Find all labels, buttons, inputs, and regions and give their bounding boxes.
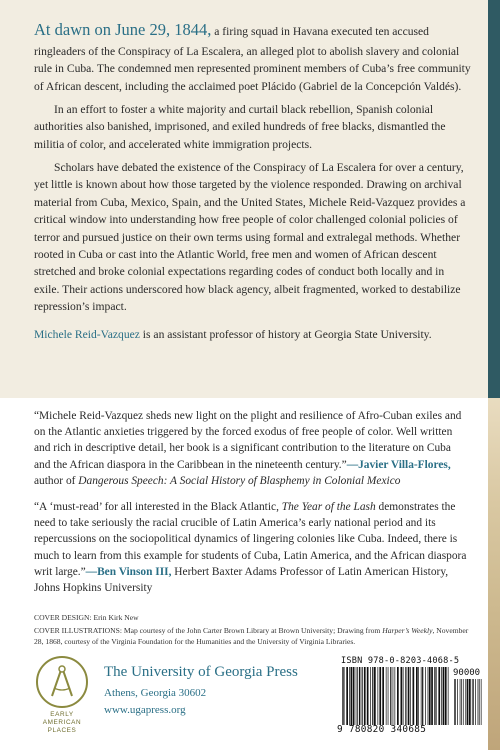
barcode-bar bbox=[443, 667, 445, 725]
endorsement-1-author: —Javier Villa-Flores, bbox=[346, 458, 451, 471]
description-paragraph-2: In an effort to foster a white majority and curtail black rebellion, Spanish colonial authorities also banished, imprisoned, and exiled hundreds of free blacks, dismantled the militia of color, and accelerated white immigration projects. bbox=[34, 102, 446, 151]
barcode-bar bbox=[390, 667, 391, 725]
barcode-bar bbox=[361, 667, 362, 725]
endorsement-1-book-title: Dangerous Speech: A Social History of Blasphemy in Colonial Mexico bbox=[78, 474, 401, 487]
barcode-bar bbox=[441, 667, 442, 725]
author-bio-text: is an assistant professor of history at Georgia State University. bbox=[139, 327, 432, 341]
cover-design-label: COVER DESIGN: bbox=[34, 613, 92, 622]
barcode-bar bbox=[359, 667, 360, 725]
barcode-bar bbox=[460, 679, 461, 725]
barcode-bar bbox=[405, 667, 406, 725]
series-logo-line-3: PLACES bbox=[47, 727, 77, 734]
barcode-bar bbox=[357, 667, 358, 725]
barcode-bar bbox=[351, 667, 353, 725]
cover-illustration-pre: Map courtesy of the John Carter Brown Library at Brown University; Drawing from bbox=[121, 626, 383, 635]
cover-design-credit bbox=[34, 612, 474, 623]
description-lead: At dawn on June 29, 1844, bbox=[34, 20, 212, 39]
series-logo-text bbox=[26, 711, 98, 735]
endorsement-2-text-post: demonstrates the need to take seriously the racial crucible of Latin America’s early national period and its repercussions on the sociopolitical dynamics of lingering colonies like Cuba. Indeed, there is much to learn from this example for students of Cuba, Latin America, and the African diaspora writ large.” bbox=[34, 500, 467, 578]
barcode-bar bbox=[408, 667, 410, 725]
barcode-bar bbox=[435, 667, 436, 725]
barcode-bar bbox=[475, 679, 476, 725]
book-description bbox=[34, 18, 472, 349]
barcode-bar bbox=[421, 667, 422, 725]
barcode-panel bbox=[337, 654, 487, 740]
barcode-bar bbox=[343, 667, 344, 725]
description-paragraph-3: Scholars have debated the existence of the Conspiracy of La Escalera for over a century, yet little is known about how those targeted by the violence responded. Drawing on archival material from Cuba, Mexico, Spain, and the United States, Michele Reid-Vazquez provides a critical window into understanding how free people of color challenged colonial policies of terror and pursued justice on their own terms using formal and extralegal methods. Whether rooted in Cuba or cast into the Atlantic World, free men and women of African descent stretched and broke colonial expectations regarding codes of conduct both locally and in exile. Their actions underscored how black agency, albeit fragmented, worked to destabilize repression’s impact. bbox=[34, 161, 466, 314]
barcode-bar bbox=[367, 667, 369, 725]
series-logo-line-2: AMERICAN bbox=[42, 719, 82, 726]
barcode-bar bbox=[372, 667, 373, 725]
cover-credits bbox=[34, 612, 474, 649]
endorsement-2-book-title: The Year of the Lash bbox=[281, 500, 376, 513]
barcode-bar bbox=[445, 667, 447, 725]
barcode-bar bbox=[429, 667, 431, 725]
barcode-bar bbox=[401, 667, 403, 725]
barcode-bar bbox=[374, 667, 376, 725]
endorsement-2-affil: Herbert Baxter Adams Professor of Latin American History, Johns Hopkins University bbox=[34, 565, 449, 594]
price-addon-barcode bbox=[453, 679, 483, 725]
series-logo bbox=[26, 656, 98, 744]
cover-illustration-credit bbox=[34, 625, 474, 647]
barcode-bar bbox=[465, 679, 466, 725]
endorsement-2 bbox=[34, 499, 470, 596]
barcode-bar bbox=[457, 679, 458, 725]
barcode-bar bbox=[479, 679, 480, 725]
barcode-bar bbox=[434, 667, 435, 725]
barcode-bar bbox=[395, 667, 396, 725]
barcode-bar bbox=[438, 667, 440, 725]
description-p1-text: a firing squad in Havana executed ten accused ringleaders of the Conspiracy of La Escalera, an alleged plot to abolish slavery and colonial rule in Cuba. The condemned men represented prominent members of Cuba’s free community of African descent, including the acclaimed poet Plácido (Gabriel de la Concepción Valdés). bbox=[34, 25, 471, 93]
endorsement-1 bbox=[34, 408, 470, 489]
barcode-bar bbox=[393, 667, 394, 725]
barcode-bar bbox=[413, 667, 415, 725]
cover-design-value: Erin Kirk New bbox=[91, 613, 139, 622]
endorsement-1-text: “Michele Reid-Vazquez sheds new light on the plight and resilience of Afro-Cuban exiles and on the Atlantic anxieties triggered by the forced exodus of free people of color. Well written and rich in descriptive detail, her book is a significant contribution to the literature on Cuba and the African diaspora in the Caribbean in the nineteenth century.” bbox=[34, 410, 462, 471]
publisher-name: The University of Georgia Press bbox=[104, 664, 298, 680]
barcode-bar bbox=[349, 667, 350, 725]
endorsements bbox=[34, 408, 470, 606]
barcode-bar bbox=[397, 667, 399, 725]
barcode-bar bbox=[346, 667, 348, 725]
barcode-bar bbox=[362, 667, 363, 725]
barcode-bar bbox=[469, 679, 471, 725]
barcode-bar bbox=[425, 667, 426, 725]
isbn-label: ISBN 978-0-8203-4068-5 bbox=[341, 656, 460, 666]
publisher-city: Athens, Georgia 30602 bbox=[104, 687, 207, 699]
barcode-bar bbox=[481, 679, 482, 725]
barcode-bar bbox=[379, 667, 381, 725]
barcode-bar bbox=[378, 667, 379, 725]
barcode-bar bbox=[428, 667, 429, 725]
barcode-bar bbox=[410, 667, 411, 725]
author-name: Michele Reid-Vazquez bbox=[34, 327, 140, 341]
publisher-url: www.ugapress.org bbox=[104, 703, 186, 716]
author-bio bbox=[34, 326, 472, 343]
compass-icon bbox=[36, 656, 88, 708]
cover-illustration-label: COVER ILLUSTRATIONS: bbox=[34, 626, 122, 635]
barcode-bar bbox=[461, 679, 462, 725]
barcode-bar bbox=[448, 667, 449, 725]
ean-number: 9 780820 340685 bbox=[337, 724, 427, 735]
ean-barcode bbox=[341, 667, 449, 725]
barcode-bar bbox=[342, 667, 343, 725]
barcode-bar bbox=[353, 667, 355, 725]
barcode-bar bbox=[455, 679, 456, 725]
barcode-bar bbox=[418, 667, 419, 725]
barcode-bar bbox=[416, 667, 418, 725]
barcode-bar bbox=[370, 667, 371, 725]
barcode-bar bbox=[356, 667, 357, 725]
endorsement-2-author: —Ben Vinson III, bbox=[85, 565, 172, 578]
description-paragraph-1 bbox=[34, 18, 472, 95]
barcode-bar bbox=[386, 667, 387, 725]
spine-color-strip bbox=[488, 0, 500, 398]
barcode-bar bbox=[472, 679, 473, 725]
barcode-bar bbox=[364, 667, 366, 725]
price-code: 90000 bbox=[453, 668, 481, 678]
barcode-bar bbox=[463, 679, 464, 725]
barcode-bar bbox=[478, 679, 479, 725]
barcode-bar bbox=[388, 667, 389, 725]
barcode-bar bbox=[454, 679, 455, 725]
cover-art-edge bbox=[488, 398, 500, 750]
endorsement-1-affil-pre: author of bbox=[34, 474, 79, 487]
barcode-bar bbox=[403, 667, 404, 725]
barcode-bar bbox=[422, 667, 423, 725]
barcode-bar bbox=[382, 667, 384, 725]
cover-illustration-source: Harper’s Weekly bbox=[382, 626, 433, 635]
barcode-bar bbox=[473, 679, 474, 725]
barcode-bar bbox=[431, 667, 433, 725]
barcode-bar bbox=[467, 679, 469, 725]
series-logo-line-1: EARLY bbox=[50, 711, 74, 718]
endorsement-2-text-pre: “A ‘must-read’ for all interested in the Black Atlantic, bbox=[34, 500, 282, 513]
cover-illustration-post: , November 28, 1868, courtesy of the Virginia Foundation for the Humanities and the University of Virginia Libraries. bbox=[34, 626, 469, 646]
publisher-block bbox=[104, 664, 344, 718]
